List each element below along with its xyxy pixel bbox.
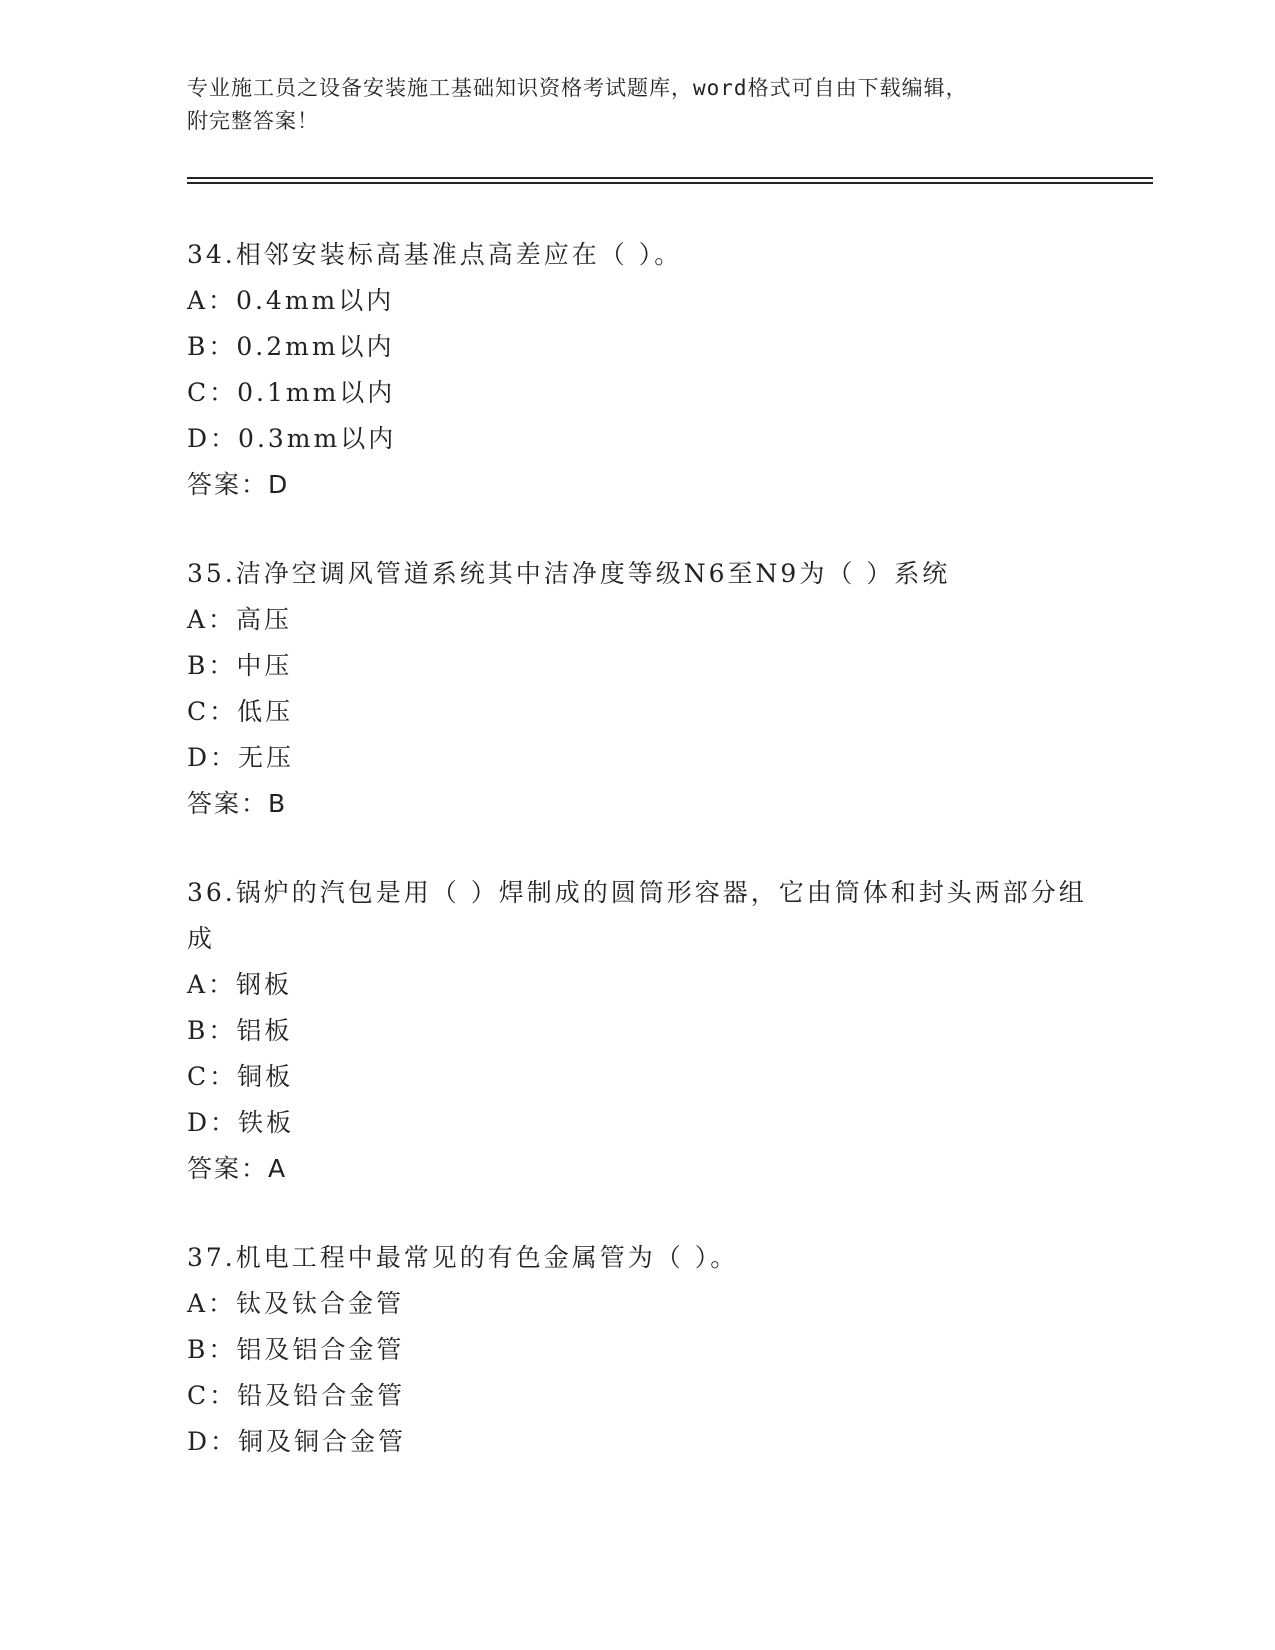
question-stem: 35.洁净空调风管道系统其中洁净度等级N6至N9为（ ）系统 xyxy=(187,559,951,588)
option-b: B：中压 xyxy=(187,651,293,680)
answer: 答案：B xyxy=(187,789,288,818)
option-a: A：高压 xyxy=(187,605,293,634)
document-header xyxy=(187,72,1087,138)
option-b: B：0.2mm以内 xyxy=(187,332,395,361)
option-d: D：铜及铜合金管 xyxy=(187,1427,407,1456)
option-b: B：铝板 xyxy=(187,1016,293,1045)
question-35 xyxy=(187,551,1107,827)
option-d: D：铁板 xyxy=(187,1108,295,1137)
answer: 答案：A xyxy=(187,1154,288,1183)
option-a: A：钢板 xyxy=(187,970,293,999)
option-c: C：低压 xyxy=(187,697,294,726)
option-c: C：铅及铅合金管 xyxy=(187,1381,406,1410)
question-stem: 37.机电工程中最常见的有色金属管为（ ）。 xyxy=(187,1243,739,1272)
header-line-1: 专业施工员之设备安装施工基础知识资格考试题库，word格式可自由下载编辑， xyxy=(187,76,968,100)
question-37 xyxy=(187,1235,1107,1465)
header-rule-top xyxy=(187,177,1153,179)
option-a: A：钛及钛合金管 xyxy=(187,1289,405,1318)
option-c: C：铜板 xyxy=(187,1062,294,1091)
question-36 xyxy=(187,870,1107,1192)
option-d: D：无压 xyxy=(187,743,295,772)
question-stem: 36.锅炉的汽包是用（ ）焊制成的圆筒形容器，它由筒体和封头两部分组成 xyxy=(187,878,1087,953)
question-stem: 34.相邻安装标高基准点高差应在（ ）。 xyxy=(187,240,683,269)
option-b: B：铝及铝合金管 xyxy=(187,1335,405,1364)
header-rule-bottom xyxy=(187,182,1153,184)
option-a: A：0.4mm以内 xyxy=(187,286,395,315)
header-line-2: 附完整答案！ xyxy=(187,109,319,133)
option-d: D：0.3mm以内 xyxy=(187,424,397,453)
answer: 答案：D xyxy=(187,470,290,499)
option-c: C：0.1mm以内 xyxy=(187,378,396,407)
question-34 xyxy=(187,232,1107,508)
